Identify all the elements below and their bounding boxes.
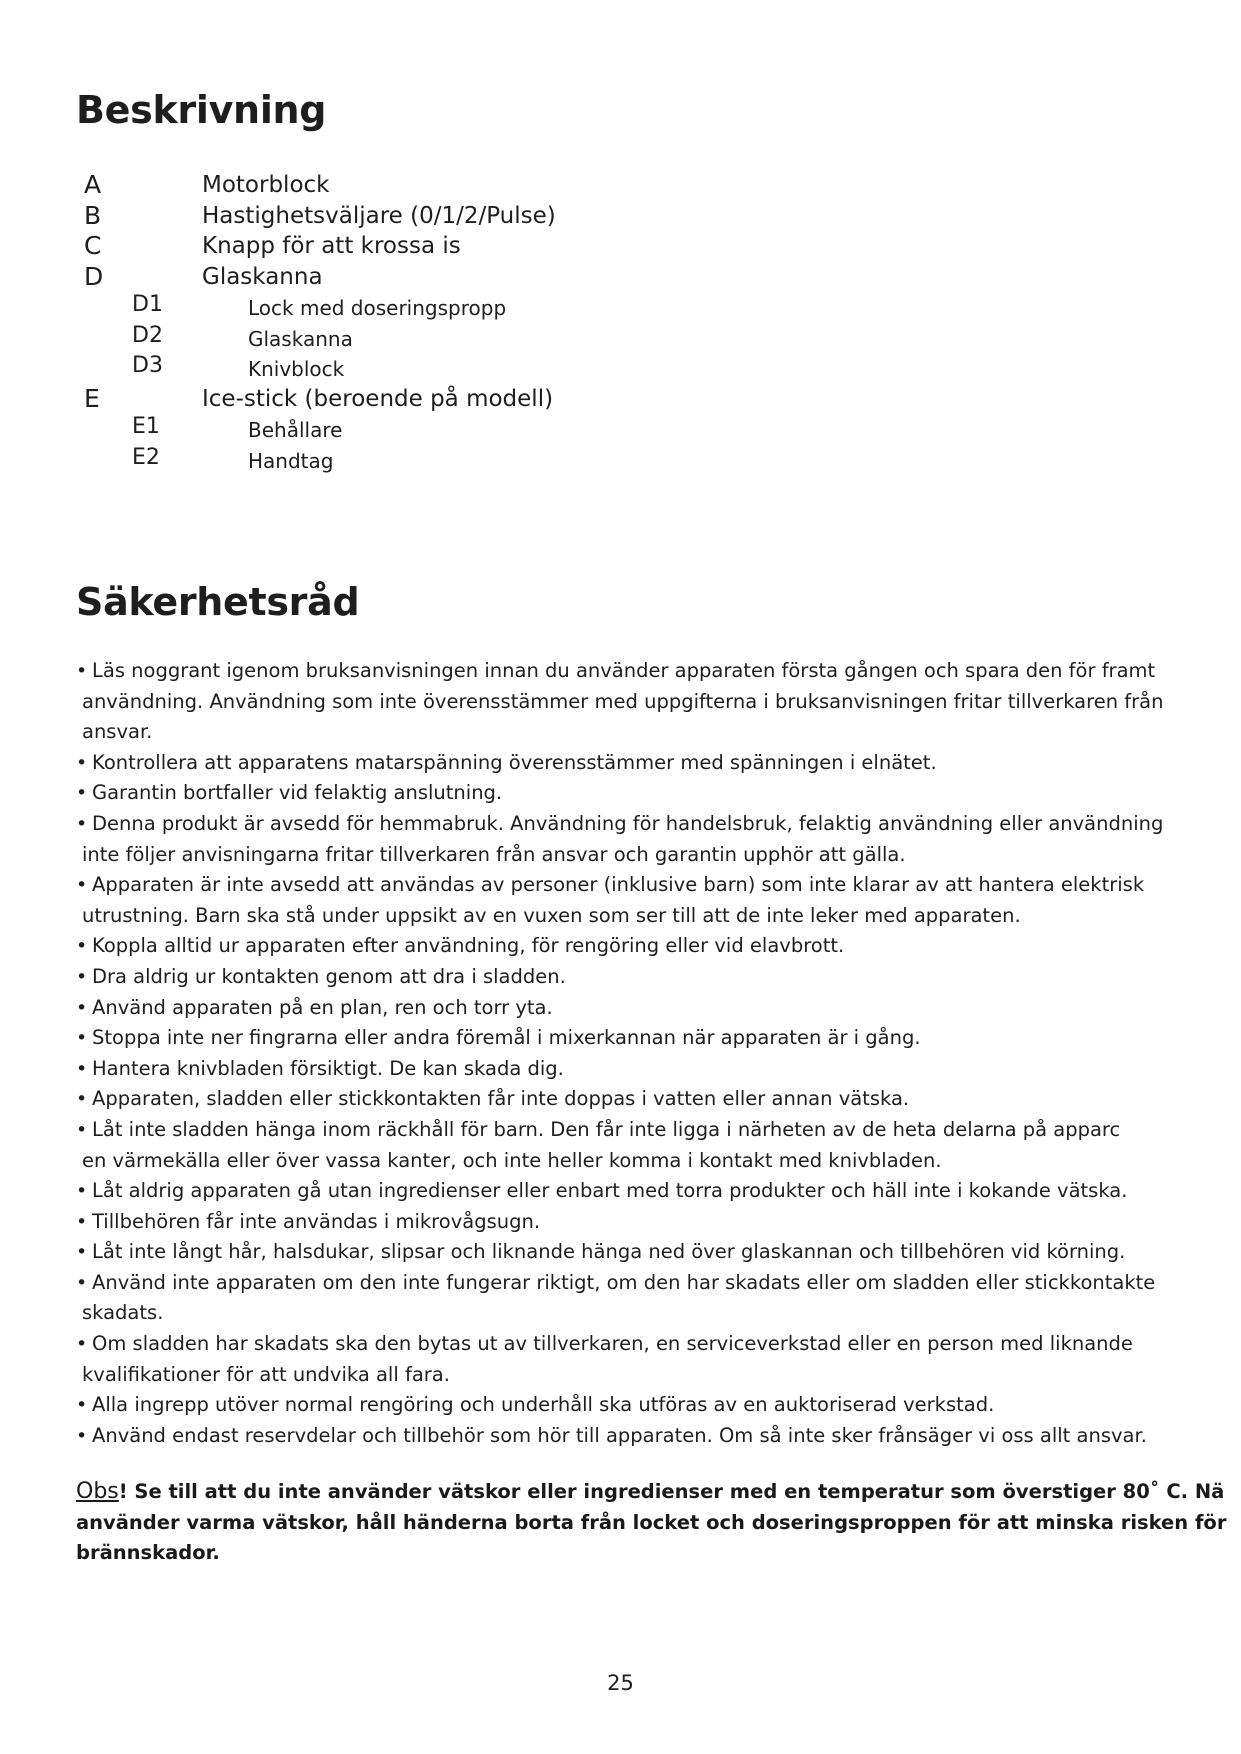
safety-rule (76, 1023, 1241, 1054)
description-item-text: Glaskanna (202, 263, 323, 290)
description-item-text: Knivblock (248, 357, 345, 381)
safety-rule (76, 748, 1241, 779)
safety-rule-line: inte följer anvisningarna fritar tillverkaren från ansvar och garantin upphör att gälla. (82, 842, 906, 866)
safety-rule (76, 1176, 1241, 1207)
description-item (0, 292, 800, 323)
safety-rule (76, 1237, 1241, 1268)
safety-rule-line: • Alla ingrepp utöver normal rengöring och underhåll ska utföras av en auktoriserad verkstad. (92, 1393, 995, 1417)
description-item (0, 445, 800, 476)
page-number: 25 (607, 1671, 634, 1695)
description-item (0, 201, 800, 232)
safety-rule (76, 931, 1241, 962)
description-item (0, 414, 800, 445)
description-item (0, 170, 800, 201)
description-item-letter: E2 (132, 444, 160, 470)
description-item-letter: D (84, 261, 104, 291)
description-item-text: Motorblock (202, 172, 330, 198)
description-item-letter: C (84, 231, 102, 260)
description-title: Beskrivning (76, 88, 327, 132)
description-list (0, 170, 800, 475)
safety-rule-line: • Låt inte långt hår, halsdukar, slipsar och liknande hänga ned över glaskannan och tillbehören vid körning. (92, 1240, 1126, 1264)
description-item-letter: B (84, 200, 102, 230)
safety-rule-line: • Om sladden har skadats ska den bytas ut av tillverkaren, en serviceverkstad eller en person med liknande (92, 1332, 1133, 1356)
safety-rule-line: • Hantera knivbladen försiktigt. De kan skada dig. (92, 1056, 564, 1080)
safety-rule (76, 1115, 1241, 1176)
safety-rule (76, 993, 1241, 1024)
safety-rule-line: • Låt aldrig apparaten gå utan ingredienser eller enbart med torra produkter och häll inte i kokande vätska. (92, 1179, 1128, 1203)
note-label: Obs (76, 1479, 119, 1504)
safety-rule (76, 1421, 1241, 1452)
description-item-letter: E1 (132, 414, 160, 439)
description-item-text: Lock med doseringspropp (248, 296, 507, 320)
note-block (76, 1477, 1241, 1569)
safety-rule-line: användning. Användning som inte överensstämmer med uppgifterna i bruksanvisningen fritar tillverkaren från (82, 689, 1164, 713)
safety-rule (76, 962, 1241, 993)
safety-rule (76, 1268, 1241, 1329)
description-item (0, 262, 800, 293)
safety-rule-line: • Dra aldrig ur kontakten genom att dra i sladden. (92, 964, 566, 988)
description-item-letter: E (84, 383, 100, 413)
description-item-letter: D2 (132, 322, 163, 348)
note-line: Obs! Se till att du inte använder vätskor eller ingredienser med en temperatur som överstiger 80˚ C. Nä (76, 1479, 1225, 1504)
description-item-text: Handtag (248, 448, 334, 473)
safety-rule-line: • Kontrollera att apparatens matarspänning överensstämmer med spänningen i elnätet. (92, 750, 937, 774)
description-item-letter: A (84, 170, 102, 199)
description-item-letter: D3 (132, 353, 163, 378)
description-item-text: Knapp för att krossa is (202, 233, 461, 259)
safety-rule (76, 1054, 1241, 1085)
safety-rule-line: • Använd inte apparaten om den inte fungerar riktigt, om den har skadats eller om sladden eller stickkontakte (92, 1270, 1156, 1294)
safety-rule-line: • Koppla alltid ur apparaten efter användning, för rengöring eller vid elavbrott. (92, 934, 845, 958)
description-item-text: Behållare (248, 418, 343, 442)
description-item (0, 384, 800, 415)
safety-rule (76, 1390, 1241, 1421)
safety-rule (76, 778, 1241, 809)
safety-rule-line: • Läs noggrant igenom bruksanvisningen innan du använder apparaten första gången och spara den för framt (92, 659, 1156, 682)
safety-rule-line: • Garantin bortfaller vid felaktig anslutning. (92, 781, 503, 805)
safety-rule-line: skadats. (82, 1301, 164, 1325)
safety-rule-line: utrustning. Barn ska stå under uppsikt av en vuxen som ser till att de inte leker med apparaten. (82, 903, 1021, 927)
safety-rule-line: • Stoppa inte ner fingrarna eller andra föremål i mixerkannan när apparaten är i gång. (92, 1026, 921, 1050)
safety-rule (76, 1207, 1241, 1238)
description-item (0, 231, 800, 262)
safety-rule-line: • Denna produkt är avsedd för hemmabruk. Användning för handelsbruk, felaktig användning eller användning (92, 811, 1164, 835)
safety-rule-line: kvalifikationer för att undvika all fara. (82, 1362, 450, 1386)
safety-title: Säkerhetsråd (76, 580, 360, 624)
safety-rule (76, 656, 1241, 748)
safety-rule (76, 809, 1241, 870)
description-item-letter: D1 (132, 292, 163, 317)
description-item-text: Hastighetsväljare (0/1/2/Pulse) (202, 202, 556, 229)
safety-rule-line: • Apparaten är inte avsedd att användas av personer (inklusive barn) som inte klarar av att hantera elektrisk (92, 873, 1145, 897)
safety-rules-list (76, 656, 1241, 1451)
description-item-text: Glaskanna (248, 326, 353, 351)
description-item (0, 323, 800, 354)
safety-rule-line: en värmekälla eller över vassa kanter, och inte heller komma i kontakt med knivbladen. (82, 1148, 942, 1172)
safety-rule-line: • Använd apparaten på en plan, ren och torr yta. (92, 995, 553, 1019)
safety-rule-line: • Använd endast reservdelar och tillbehör som hör till apparaten. Om så inte sker frånsäger vi oss allt ansvar. (92, 1423, 1147, 1447)
safety-rule-line: • Låt inte sladden hänga inom räckhåll för barn. Den får inte ligga i närheten av de heta delarna på apparc (92, 1117, 1121, 1141)
note-line: brännskador. (76, 1541, 220, 1565)
safety-rule (76, 1084, 1241, 1115)
safety-rule-line: ansvar. (82, 720, 153, 744)
description-item-text: Ice-stick (beroende på modell) (202, 385, 554, 412)
note-line: använder varma vätskor, håll händerna borta från locket och doseringsproppen för att minska risken för (76, 1510, 1227, 1534)
safety-rule-line: • Tillbehören får inte användas i mikrovågsugn. (92, 1209, 541, 1233)
description-item (0, 353, 800, 384)
safety-rule (76, 870, 1241, 931)
safety-rule (76, 1329, 1241, 1390)
safety-rule-line: • Apparaten, sladden eller stickkontakten får inte doppas i vatten eller annan vätska. (92, 1087, 910, 1111)
